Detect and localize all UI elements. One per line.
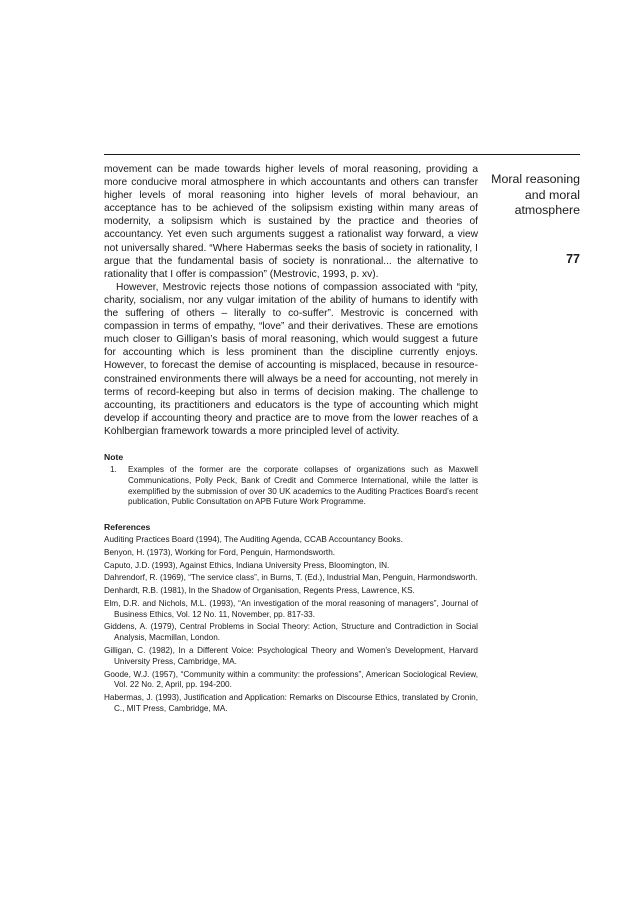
header-rule — [104, 154, 580, 155]
running-title: Moral reasoning and moral atmosphere — [491, 172, 580, 217]
note-item — [104, 465, 478, 508]
reference-item: Gilligan, C. (1982), In a Different Voice: Psychological Theory and Women’s Development, Harvard University Press, Cambridge, MA. — [104, 645, 478, 666]
note-heading: Note — [104, 451, 124, 462]
references-heading: References — [104, 522, 151, 533]
body-text — [104, 163, 478, 438]
body-paragraph: movement can be made towards higher levels of moral reasoning, providing a more conducive moral atmosphere in which accountants and others can transfer higher levels of moral reasoning into higher levels of moral behaviour, an acceptance has to be achieved of the solipsism existing within many areas of modernity, a solipsism which is sustained by the practice and theories of accountancy. Yet even such arguments suggest a rationalist way forward, a view not universally shared. “Where Habermas seeks the basis of society in rationality, I argue that the fundamental basis of society is nonrational... the alternative to rationality that I offer is compassion” (Mestrovic, 1993, p. xv). — [104, 164, 478, 280]
note-text: Examples of the former are the corporate collapses of organizations such as Maxwell Communications, Polly Peck, Bank of Credit and Commerce International, while the latter is exemplified by the submission of over 30 UK academics to the Auditing Practices Board’s recent publication, Public Consultation on APB Future Work Programme. — [128, 464, 478, 507]
body-paragraph: However, Mestrovic rejects those notions of compassion associated with “pity, charity, socialism, nor any vulgar imitation of the ability of humans to identify with the suffering of others – literally to co-suffer”. Mestrovic is concerned with compassion in terms of empathy, “love” and their derivatives. These are emotions much closer to Gilligan’s basis of moral reasoning, which would suggest a future for accounting which is less prominent than the discipline currently enjoys. However, to forecast the demise of accounting is misplaced, because in resource-constrained environments there will always be a need for accounting, not merely in terms of record-keeping but also in terms of decision making. The challenge to accounting, its practitioners and educators is the type of accounting which might develop if accounting theory and practice are to move from the lower reaches of a Kohlbergian framework towards a more principled level of activity. — [104, 281, 478, 437]
reference-item: Benyon, H. (1973), Working for Ford, Penguin, Harmondsworth. — [104, 547, 336, 557]
reference-item: Caputo, J.D. (1993), Against Ethics, Indiana University Press, Bloomington, IN. — [104, 560, 390, 570]
reference-item: Goode, W.J. (1957), “Community within a community: the professions”, American Sociological Review, Vol. 22 No. 2, April, pp. 194-200. — [104, 669, 478, 690]
reference-item: Giddens, A. (1979), Central Problems in Social Theory: Action, Structure and Contradiction in Social Analysis, Macmillan, London. — [104, 622, 478, 643]
reference-item: Denhardt, R.B. (1981), In the Shadow of Organisation, Regents Press, Lawrence, KS. — [104, 585, 415, 595]
references-list — [104, 535, 478, 715]
reference-item: Habermas, J. (1993), Justification and Application: Remarks on Discourse Ethics, translated by Cronin, C., MIT Press, Cambridge, MA. — [104, 693, 478, 714]
running-header — [484, 172, 580, 266]
reference-item: Auditing Practices Board (1994), The Auditing Agenda, CCAB Accountancy Books. — [104, 535, 403, 545]
note-number: 1. — [110, 464, 117, 474]
page-number: 77 — [566, 251, 580, 266]
main-column — [104, 163, 478, 717]
reference-item: Elm, D.R. and Nichols, M.L. (1993), “An investigation of the moral reasoning of managers”, Journal of Business Ethics, Vol. 12 No. 11, November, pp. 817-33. — [104, 598, 478, 619]
reference-item: Dahrendorf, R. (1969), “The service class”, in Burns, T. (Ed.), Industrial Man, Penguin, Harmondsworth. — [104, 573, 478, 583]
